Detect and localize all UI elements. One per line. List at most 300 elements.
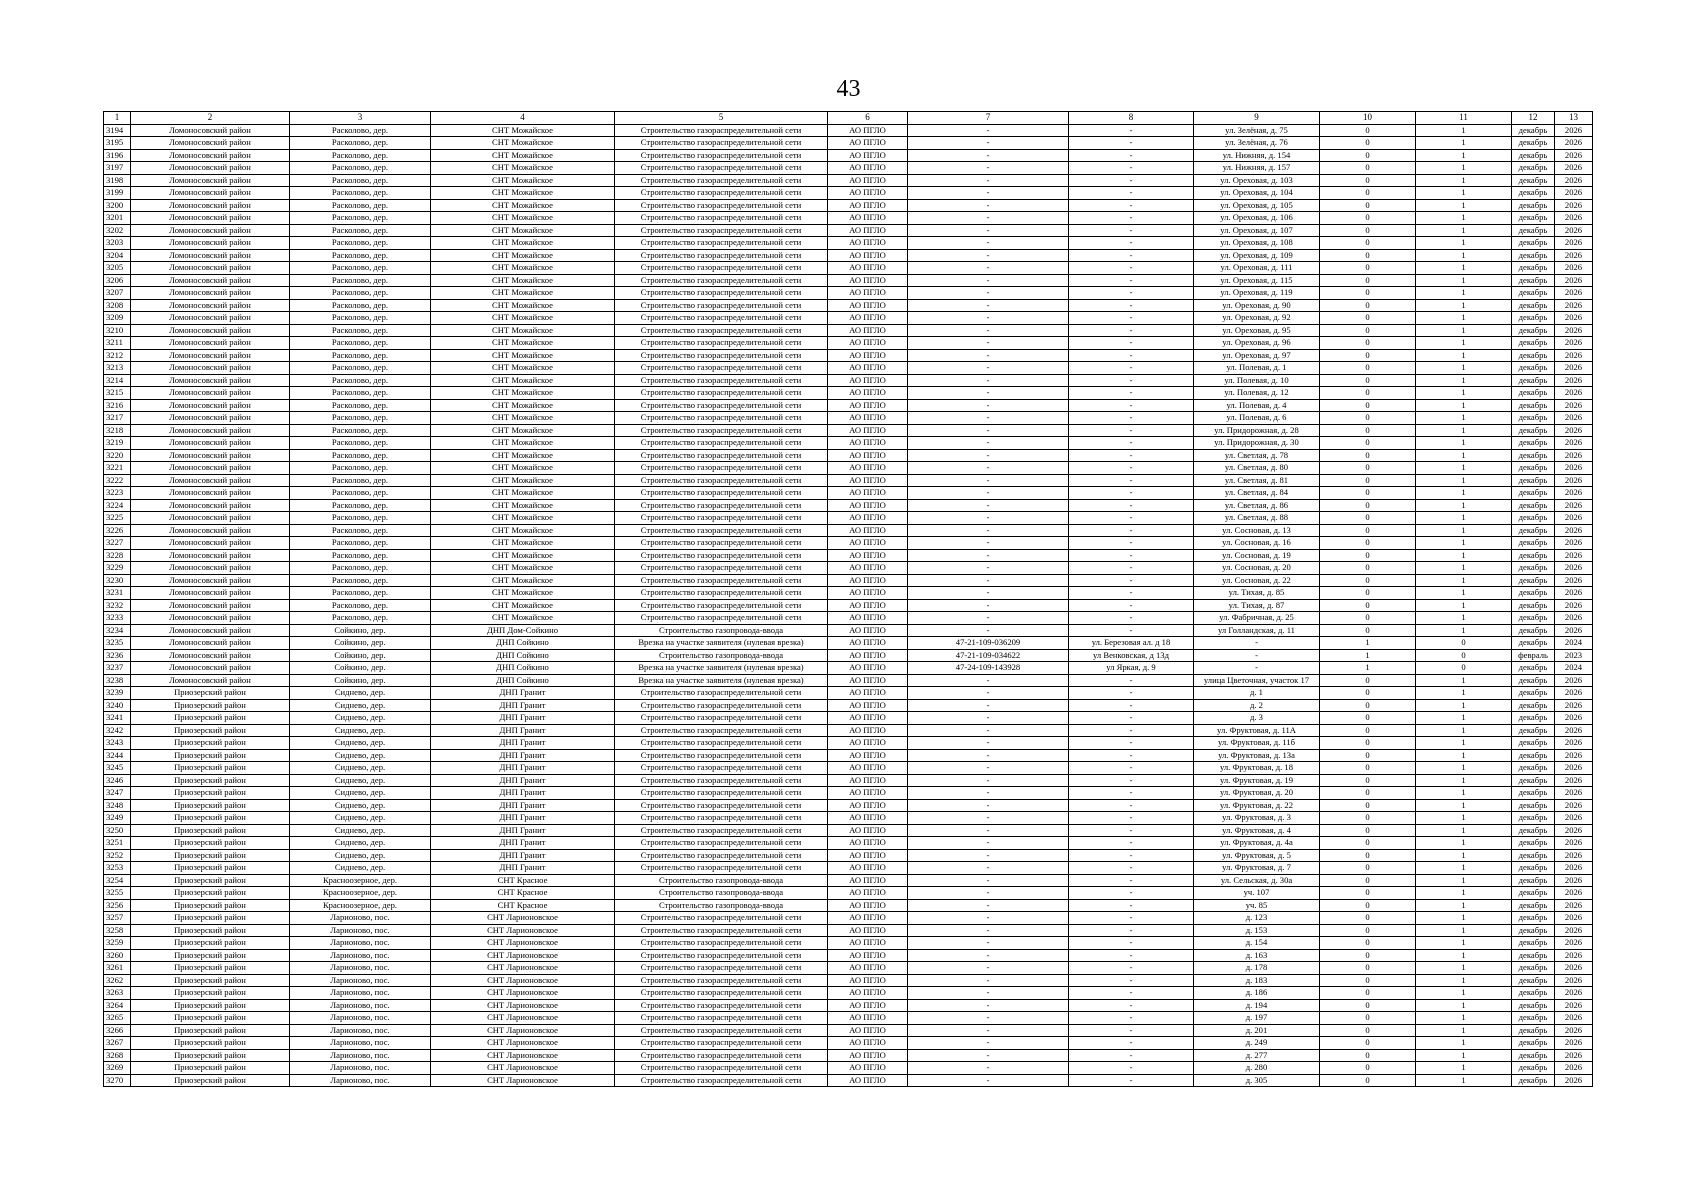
table-cell: 1 xyxy=(1416,462,1512,475)
table-cell: - xyxy=(908,887,1069,900)
table-cell: - xyxy=(908,249,1069,262)
table-cell: Строительство газораспределительной сети xyxy=(615,299,828,312)
table-cell: 3251 xyxy=(104,837,131,850)
table-cell: 0 xyxy=(1320,1024,1416,1037)
table-cell: Ломоносовский район xyxy=(131,149,290,162)
table-cell: декабрь xyxy=(1512,824,1555,837)
table-cell: - xyxy=(1069,624,1194,637)
table-cell: Строительство газораспределительной сети xyxy=(615,687,828,700)
table-cell: Строительство газораспределительной сети xyxy=(615,924,828,937)
table-cell: 1 xyxy=(1416,399,1512,412)
table-cell: СНТ Ларионовское xyxy=(431,924,615,937)
table-cell: - xyxy=(908,474,1069,487)
table-cell: 1 xyxy=(1416,849,1512,862)
table-cell: февраль xyxy=(1512,649,1555,662)
table-cell: СНТ Можайское xyxy=(431,399,615,412)
table-row xyxy=(104,599,1593,612)
table-cell: Расколово, дер. xyxy=(290,187,431,200)
table-cell: - xyxy=(908,137,1069,150)
table-row xyxy=(104,887,1593,900)
table-cell: Ларионово, пос. xyxy=(290,1037,431,1050)
table-cell: декабрь xyxy=(1512,687,1555,700)
table-cell: - xyxy=(1069,399,1194,412)
table-cell: Строительство газораспределительной сети xyxy=(615,274,828,287)
table-cell: 3264 xyxy=(104,999,131,1012)
table-cell: АО ПГЛО xyxy=(828,587,908,600)
table-cell: 3195 xyxy=(104,137,131,150)
table-cell: 1 xyxy=(1416,387,1512,400)
table-cell: Ломоносовский район xyxy=(131,124,290,137)
table-cell: Строительство газораспределительной сети xyxy=(615,512,828,525)
table-cell: 1 xyxy=(1416,524,1512,537)
table-cell: 2026 xyxy=(1555,174,1593,187)
table-cell: декабрь xyxy=(1512,349,1555,362)
table-cell: Ломоносовский район xyxy=(131,524,290,537)
table-cell: декабрь xyxy=(1512,237,1555,250)
table-cell: 0 xyxy=(1320,462,1416,475)
table-cell: 0 xyxy=(1320,987,1416,1000)
table-cell: 0 xyxy=(1320,174,1416,187)
table-cell: - xyxy=(908,424,1069,437)
table-cell: - xyxy=(1069,437,1194,450)
table-cell: Сиднево, дер. xyxy=(290,712,431,725)
table-cell: 1 xyxy=(1416,924,1512,937)
table-cell: декабрь xyxy=(1512,587,1555,600)
table-cell: 0 xyxy=(1320,912,1416,925)
table-cell: декабрь xyxy=(1512,549,1555,562)
table-cell: - xyxy=(1069,412,1194,425)
table-cell: АО ПГЛО xyxy=(828,699,908,712)
table-cell: 1 xyxy=(1416,262,1512,275)
table-cell: 3211 xyxy=(104,337,131,350)
table-cell: ул. Ореховая, д. 103 xyxy=(1194,174,1320,187)
table-cell: 1 xyxy=(1416,837,1512,850)
table-cell: Строительство газораспределительной сети xyxy=(615,737,828,750)
table-cell: ул. Ореховая, д. 109 xyxy=(1194,249,1320,262)
table-cell: АО ПГЛО xyxy=(828,237,908,250)
table-cell: декабрь xyxy=(1512,199,1555,212)
table-cell: 1 xyxy=(1416,874,1512,887)
column-number-cell: 13 xyxy=(1555,112,1593,125)
table-cell: СНТ Можайское xyxy=(431,137,615,150)
table-cell: ул. Светлая, д. 84 xyxy=(1194,487,1320,500)
table-cell: Врезка на участке заявителя (нулевая врезка) xyxy=(615,674,828,687)
table-cell: 3202 xyxy=(104,224,131,237)
table-row xyxy=(104,624,1593,637)
table-cell: декабрь xyxy=(1512,949,1555,962)
table-cell: - xyxy=(908,862,1069,875)
table-cell: 0 xyxy=(1320,424,1416,437)
table-cell: декабрь xyxy=(1512,724,1555,737)
table-cell: СНТ Ларионовское xyxy=(431,1049,615,1062)
table-cell: декабрь xyxy=(1512,187,1555,200)
table-cell: Строительство газораспределительной сети xyxy=(615,999,828,1012)
table-cell: - xyxy=(1069,912,1194,925)
table-row xyxy=(104,524,1593,537)
table-cell: Расколово, дер. xyxy=(290,612,431,625)
table-cell: - xyxy=(1069,524,1194,537)
table-cell: 0 xyxy=(1320,487,1416,500)
table-cell: 0 xyxy=(1320,287,1416,300)
table-cell: 0 xyxy=(1320,212,1416,225)
table-cell: Расколово, дер. xyxy=(290,337,431,350)
table-cell: 0 xyxy=(1416,637,1512,650)
table-cell: 2026 xyxy=(1555,137,1593,150)
table-cell: 1 xyxy=(1416,612,1512,625)
table-cell: Ломоносовский район xyxy=(131,624,290,637)
table-cell: Строительство газораспределительной сети xyxy=(615,724,828,737)
table-cell: Сиднево, дер. xyxy=(290,837,431,850)
table-cell: ул. Зелёная, д. 76 xyxy=(1194,137,1320,150)
table-cell: 0 xyxy=(1416,649,1512,662)
table-cell: Приозерский район xyxy=(131,712,290,725)
table-cell: Сиднево, дер. xyxy=(290,749,431,762)
table-cell: 2026 xyxy=(1555,612,1593,625)
table-cell: Приозерский район xyxy=(131,837,290,850)
table-cell: СНТ Можайское xyxy=(431,312,615,325)
table-cell: - xyxy=(908,1012,1069,1025)
table-cell: Ломоносовский район xyxy=(131,274,290,287)
table-cell: АО ПГЛО xyxy=(828,462,908,475)
table-cell: Строительство газораспределительной сети xyxy=(615,162,828,175)
table-cell: АО ПГЛО xyxy=(828,212,908,225)
table-row xyxy=(104,774,1593,787)
table-cell: Ломоносовский район xyxy=(131,299,290,312)
table-cell: - xyxy=(1069,287,1194,300)
table-cell: - xyxy=(1069,512,1194,525)
table-cell: Ломоносовский район xyxy=(131,212,290,225)
table-cell: Ломоносовский район xyxy=(131,537,290,550)
table-cell: Строительство газораспределительной сети xyxy=(615,499,828,512)
table-cell: 1 xyxy=(1416,724,1512,737)
table-cell: СНТ Можайское xyxy=(431,262,615,275)
table-cell: ул. Фруктовая, д. 5 xyxy=(1194,849,1320,862)
table-cell: Ломоносовский район xyxy=(131,412,290,425)
table-cell: 2026 xyxy=(1555,912,1593,925)
table-row xyxy=(104,187,1593,200)
table-cell: - xyxy=(908,937,1069,950)
table-cell: ул. Ореховая, д. 97 xyxy=(1194,349,1320,362)
table-cell: 3268 xyxy=(104,1049,131,1062)
table-cell: 1 xyxy=(1416,949,1512,962)
table-cell: 1 xyxy=(1416,274,1512,287)
table-cell: декабрь xyxy=(1512,249,1555,262)
table-cell: 3230 xyxy=(104,574,131,587)
table-cell: 1 xyxy=(1416,424,1512,437)
table-cell: - xyxy=(908,974,1069,987)
table-cell: 3208 xyxy=(104,299,131,312)
table-cell: СНТ Можайское xyxy=(431,187,615,200)
table-cell: ул. Фруктовая, д. 19 xyxy=(1194,774,1320,787)
table-cell: - xyxy=(1069,537,1194,550)
table-cell: - xyxy=(1069,324,1194,337)
table-cell: - xyxy=(1069,124,1194,137)
table-cell: - xyxy=(1069,599,1194,612)
table-cell: 0 xyxy=(1320,687,1416,700)
table-row xyxy=(104,399,1593,412)
table-cell: - xyxy=(908,787,1069,800)
table-cell: ул. Фруктовая, д. 11А xyxy=(1194,724,1320,737)
table-cell: декабрь xyxy=(1512,449,1555,462)
table-cell: Приозерский район xyxy=(131,687,290,700)
table-cell: 3204 xyxy=(104,249,131,262)
table-cell: декабрь xyxy=(1512,524,1555,537)
table-cell: 1 xyxy=(1416,987,1512,1000)
table-cell: 3225 xyxy=(104,512,131,525)
table-cell: Расколово, дер. xyxy=(290,374,431,387)
table-cell: - xyxy=(1069,687,1194,700)
table-cell: СНТ Можайское xyxy=(431,574,615,587)
table-cell: 2026 xyxy=(1555,1012,1593,1025)
table-cell: Строительство газораспределительной сети xyxy=(615,174,828,187)
table-cell: АО ПГЛО xyxy=(828,912,908,925)
table-cell: 3221 xyxy=(104,462,131,475)
table-cell: Строительство газораспределительной сети xyxy=(615,537,828,550)
table-cell: 1 xyxy=(1416,412,1512,425)
table-cell: 2026 xyxy=(1555,974,1593,987)
table-cell: ул. Ореховая, д. 104 xyxy=(1194,187,1320,200)
table-cell: Ломоносовский район xyxy=(131,137,290,150)
table-cell: 1 xyxy=(1416,587,1512,600)
table-cell: 1 xyxy=(1416,624,1512,637)
table-cell: ул. Полевая, д. 12 xyxy=(1194,387,1320,400)
table-cell: - xyxy=(908,337,1069,350)
table-cell: 1 xyxy=(1416,1024,1512,1037)
column-number-cell: 8 xyxy=(1069,112,1194,125)
table-cell: АО ПГЛО xyxy=(828,1024,908,1037)
table-cell: Строительство газораспределительной сети xyxy=(615,249,828,262)
table-cell: д. 280 xyxy=(1194,1062,1320,1075)
table-cell: декабрь xyxy=(1512,1037,1555,1050)
table-cell: 0 xyxy=(1320,787,1416,800)
table-cell: 3252 xyxy=(104,849,131,862)
column-number-cell: 3 xyxy=(290,112,431,125)
table-cell: Приозерский район xyxy=(131,999,290,1012)
table-cell: Приозерский район xyxy=(131,874,290,887)
table-cell: АО ПГЛО xyxy=(828,437,908,450)
table-cell: АО ПГЛО xyxy=(828,724,908,737)
table-cell: Строительство газораспределительной сети xyxy=(615,1049,828,1062)
table-cell: 2026 xyxy=(1555,962,1593,975)
table-cell: ул. Ореховая, д. 107 xyxy=(1194,224,1320,237)
table-cell: - xyxy=(908,524,1069,537)
table-cell: ДНП Гранит xyxy=(431,849,615,862)
table-cell: - xyxy=(1069,712,1194,725)
table-cell: Строительство газораспределительной сети xyxy=(615,549,828,562)
table-cell: ДНП Гранит xyxy=(431,724,615,737)
table-cell: - xyxy=(908,212,1069,225)
table-cell: Сойкино, дер. xyxy=(290,662,431,675)
table-cell: Красноозерное, дер. xyxy=(290,899,431,912)
table-cell: Приозерский район xyxy=(131,774,290,787)
table-cell: 2026 xyxy=(1555,699,1593,712)
table-cell: декабрь xyxy=(1512,137,1555,150)
table-cell: Ларионово, пос. xyxy=(290,949,431,962)
table-cell: декабрь xyxy=(1512,899,1555,912)
table-cell: АО ПГЛО xyxy=(828,937,908,950)
table-cell: 2026 xyxy=(1555,924,1593,937)
table-cell: Приозерский район xyxy=(131,1012,290,1025)
table-cell: 2026 xyxy=(1555,362,1593,375)
table-cell: декабрь xyxy=(1512,1049,1555,1062)
table-cell: 1 xyxy=(1416,687,1512,700)
table-cell: 1 xyxy=(1416,162,1512,175)
table-row xyxy=(104,1062,1593,1075)
table-cell: АО ПГЛО xyxy=(828,324,908,337)
table-cell: Приозерский район xyxy=(131,799,290,812)
table-cell: Сиднево, дер. xyxy=(290,737,431,750)
table-cell: 3256 xyxy=(104,899,131,912)
table-cell: 2026 xyxy=(1555,749,1593,762)
table-cell: ул. Фруктовая, д. 4 xyxy=(1194,824,1320,837)
table-cell: Расколово, дер. xyxy=(290,537,431,550)
table-cell: декабрь xyxy=(1512,599,1555,612)
table-cell: АО ПГЛО xyxy=(828,449,908,462)
table-cell: декабрь xyxy=(1512,437,1555,450)
table-cell: ДНП Сойкино xyxy=(431,637,615,650)
table-cell: ул Голландская, д. 11 xyxy=(1194,624,1320,637)
table-cell: Строительство газопровода-ввода xyxy=(615,624,828,637)
table-cell: 1 xyxy=(1416,1037,1512,1050)
table-cell: 1 xyxy=(1416,374,1512,387)
table-cell: Строительство газораспределительной сети xyxy=(615,974,828,987)
table-cell: СНТ Можайское xyxy=(431,374,615,387)
table-cell: - xyxy=(908,962,1069,975)
table-cell: декабрь xyxy=(1512,874,1555,887)
table-cell: ул. Фруктовая, д. 11б xyxy=(1194,737,1320,750)
table-cell: Ломоносовский район xyxy=(131,187,290,200)
table-row xyxy=(104,437,1593,450)
table-cell: 3231 xyxy=(104,587,131,600)
table-cell: АО ПГЛО xyxy=(828,174,908,187)
table-cell: АО ПГЛО xyxy=(828,712,908,725)
table-cell: Расколово, дер. xyxy=(290,249,431,262)
table-cell: 1 xyxy=(1416,862,1512,875)
table-row xyxy=(104,224,1593,237)
table-row xyxy=(104,262,1593,275)
table-cell: 0 xyxy=(1320,724,1416,737)
table-cell: Ломоносовский район xyxy=(131,337,290,350)
table-cell: ул. Светлая, д. 81 xyxy=(1194,474,1320,487)
table-cell: Расколово, дер. xyxy=(290,299,431,312)
table-cell: АО ПГЛО xyxy=(828,249,908,262)
table-cell: Ларионово, пос. xyxy=(290,1062,431,1075)
table-cell: АО ПГЛО xyxy=(828,862,908,875)
table-cell: декабрь xyxy=(1512,987,1555,1000)
table-cell: декабрь xyxy=(1512,937,1555,950)
table-cell: Строительство газораспределительной сети xyxy=(615,387,828,400)
table-cell: декабрь xyxy=(1512,212,1555,225)
table-cell: ДНП Сойкино xyxy=(431,649,615,662)
table-cell: 0 xyxy=(1320,774,1416,787)
table-cell: - xyxy=(1069,962,1194,975)
table-cell: 0 xyxy=(1320,599,1416,612)
table-cell: Расколово, дер. xyxy=(290,287,431,300)
table-cell: декабрь xyxy=(1512,1012,1555,1025)
table-cell: АО ПГЛО xyxy=(828,787,908,800)
table-cell: 0 xyxy=(1320,399,1416,412)
table-cell: 3213 xyxy=(104,362,131,375)
table-cell: 1 xyxy=(1416,1062,1512,1075)
table-cell: Ломоносовский район xyxy=(131,599,290,612)
table-cell: 2026 xyxy=(1555,224,1593,237)
table-cell: 1 xyxy=(1416,574,1512,587)
table-cell: Приозерский район xyxy=(131,1062,290,1075)
table-cell: Сойкино, дер. xyxy=(290,637,431,650)
table-cell: ДНП Гранит xyxy=(431,699,615,712)
table-cell: - xyxy=(908,774,1069,787)
table-cell: - xyxy=(908,562,1069,575)
table-cell: 2024 xyxy=(1555,662,1593,675)
table-cell: Строительство газораспределительной сети xyxy=(615,912,828,925)
table-cell: декабрь xyxy=(1512,849,1555,862)
table-row xyxy=(104,799,1593,812)
table-cell: 1 xyxy=(1416,812,1512,825)
table-cell: ул. Полевая, д. 1 xyxy=(1194,362,1320,375)
table-cell: - xyxy=(908,674,1069,687)
table-cell: 47-24-109-143928 xyxy=(908,662,1069,675)
table-cell: 3219 xyxy=(104,437,131,450)
table-cell: - xyxy=(908,687,1069,700)
table-cell: - xyxy=(1069,924,1194,937)
table-cell: - xyxy=(1069,387,1194,400)
table-row xyxy=(104,837,1593,850)
table-cell: Строительство газораспределительной сети xyxy=(615,774,828,787)
table-cell: Приозерский район xyxy=(131,887,290,900)
table-cell: 0 xyxy=(1320,149,1416,162)
table-row xyxy=(104,374,1593,387)
table-row xyxy=(104,487,1593,500)
table-cell: ДНП Сойкино xyxy=(431,662,615,675)
table-cell: - xyxy=(908,712,1069,725)
table-cell: 3216 xyxy=(104,399,131,412)
table-cell: 2026 xyxy=(1555,1049,1593,1062)
table-cell: ул. Ореховая, д. 119 xyxy=(1194,287,1320,300)
table-cell: ул. Тихая, д. 87 xyxy=(1194,599,1320,612)
table-cell: - xyxy=(1069,424,1194,437)
table-cell: 2026 xyxy=(1555,949,1593,962)
table-cell: 3194 xyxy=(104,124,131,137)
table-cell: 2026 xyxy=(1555,1024,1593,1037)
table-row xyxy=(104,387,1593,400)
table-cell: Строительство газораспределительной сети xyxy=(615,937,828,950)
table-cell: СНТ Можайское xyxy=(431,487,615,500)
table-cell: декабрь xyxy=(1512,149,1555,162)
table-cell: АО ПГЛО xyxy=(828,399,908,412)
table-row xyxy=(104,674,1593,687)
table-cell: 0 xyxy=(1320,849,1416,862)
table-cell: - xyxy=(908,987,1069,1000)
table-cell: 1 xyxy=(1416,437,1512,450)
table-cell: 2026 xyxy=(1555,162,1593,175)
table-cell: 3206 xyxy=(104,274,131,287)
table-cell: - xyxy=(1069,674,1194,687)
register-table xyxy=(103,111,1593,1087)
table-cell: 0 xyxy=(1320,937,1416,950)
table-cell: СНТ Можайское xyxy=(431,424,615,437)
table-cell: 3234 xyxy=(104,624,131,637)
table-cell: Врезка на участке заявителя (нулевая врезка) xyxy=(615,662,828,675)
table-cell: АО ПГЛО xyxy=(828,799,908,812)
table-cell: 3218 xyxy=(104,424,131,437)
table-cell: - xyxy=(1069,312,1194,325)
table-cell: 2026 xyxy=(1555,524,1593,537)
table-cell: декабрь xyxy=(1512,574,1555,587)
table-cell: СНТ Можайское xyxy=(431,249,615,262)
table-cell: декабрь xyxy=(1512,887,1555,900)
table-cell: Строительство газораспределительной сети xyxy=(615,712,828,725)
table-cell: АО ПГЛО xyxy=(828,924,908,937)
